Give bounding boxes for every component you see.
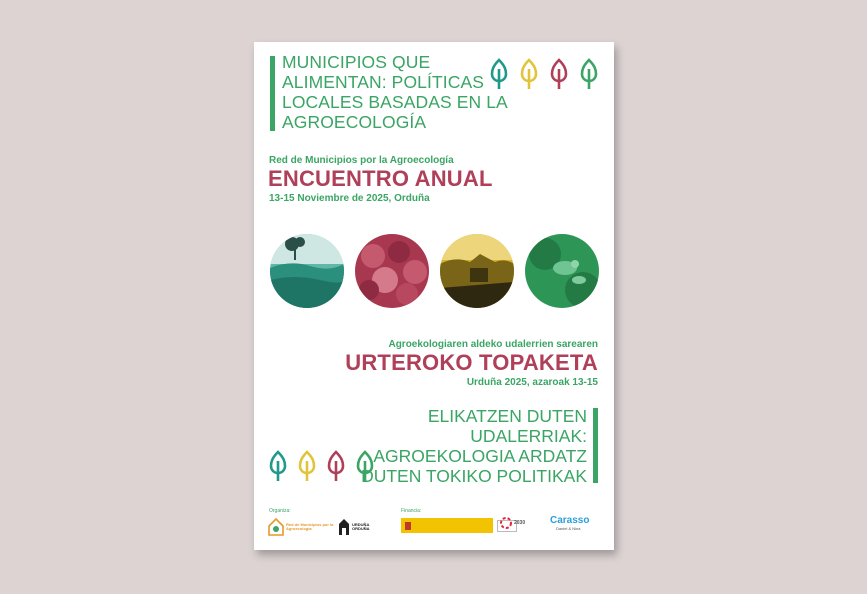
farm-photo — [440, 234, 514, 308]
network-eu: Agroekologiaren aldeko udalerrien sarearen — [388, 339, 598, 350]
poster — [254, 42, 614, 550]
carasso-logo — [550, 515, 589, 531]
red-municipios-logo — [268, 518, 336, 536]
title-eu-bar — [593, 408, 598, 483]
leaves-top — [490, 58, 598, 90]
urduna-logo-text: URDUÑA ORDUÑA — [352, 521, 370, 531]
ministry-yellow-block — [401, 518, 493, 533]
leaf-teal-icon — [490, 58, 508, 90]
date-eu: Urduña 2025, azaroak 13-15 — [466, 377, 598, 388]
leaf-teal-icon — [269, 450, 287, 482]
red-logo-text: Red de Municipios por la Agroecología — [286, 521, 334, 531]
leaf-yellow-icon — [298, 450, 316, 482]
carasso-logo-text: Carasso — [550, 515, 590, 526]
organiza-label: Organiza: — [269, 508, 291, 514]
photo-row — [270, 234, 599, 308]
agenda-2030-text: 2030 — [514, 519, 526, 526]
title-eu: ELIKATZEN DUTEN UDALERRIAK: AGROEKOLOGIA ARDATZ DUTEN TOKIKO POLITIKAK — [361, 406, 587, 486]
event-es: ENCUENTRO ANUAL — [268, 166, 493, 191]
leaf-rose-icon — [550, 58, 568, 90]
leaf-rose-icon — [327, 450, 345, 482]
leaf-yellow-icon — [520, 58, 538, 90]
carasso-logo-sub: Daniel & Nina — [556, 526, 581, 531]
urduna-logo — [338, 518, 378, 536]
event-eu: URTEROKO TOPAKETA — [345, 350, 598, 375]
leaf-green-icon — [356, 450, 374, 482]
title-es: MUNICIPIOS QUE ALIMENTAN: POLÍTICAS LOCALES BASADAS EN LA AGROECOLOGÍA — [282, 52, 507, 132]
title-es-bar — [270, 56, 275, 131]
date-es: 13-15 Noviembre de 2025, Orduña — [269, 193, 430, 204]
agenda-2030-logo — [500, 517, 525, 529]
landscape-photo — [270, 234, 344, 308]
financia-label: Financia: — [401, 508, 422, 514]
leaves-bottom — [269, 450, 374, 482]
network-es: Red de Municipios por la Agroecología — [269, 155, 454, 166]
fruit-photo — [355, 234, 429, 308]
bird-photo — [525, 234, 599, 308]
leaf-green-icon — [580, 58, 598, 90]
